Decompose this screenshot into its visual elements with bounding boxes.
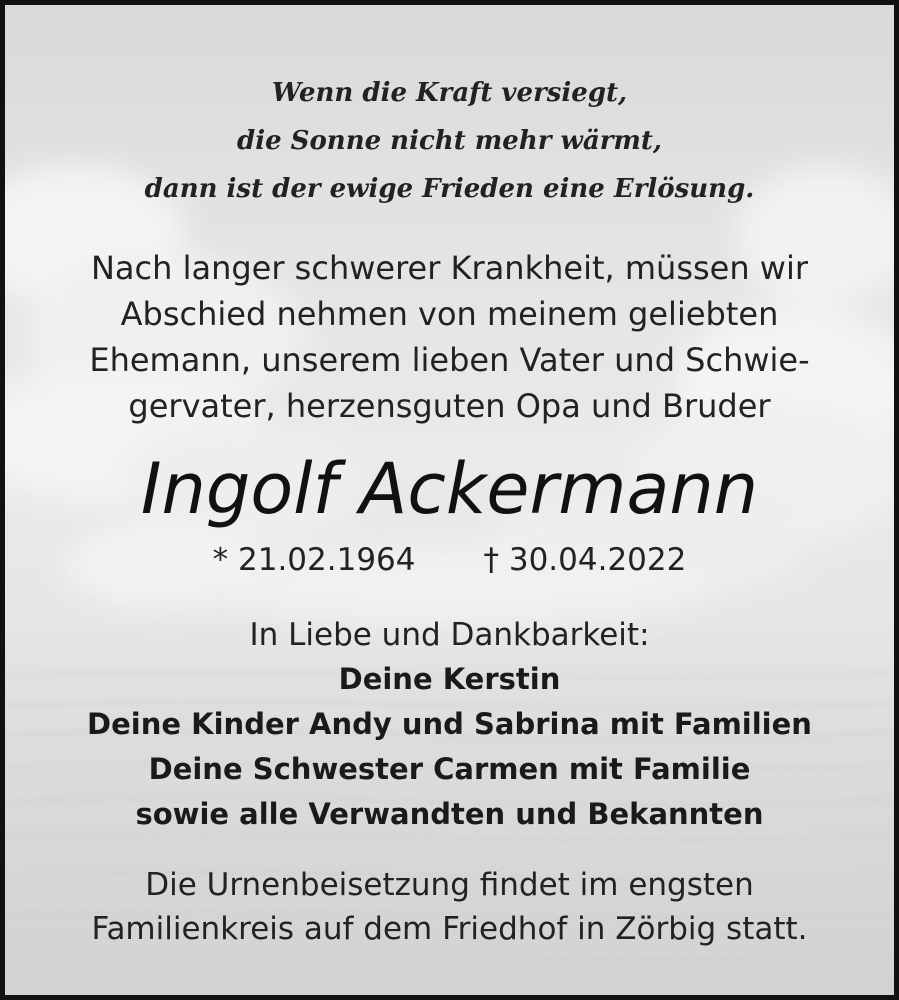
mourners-list <box>5 657 894 837</box>
mourner-line: Deine Kerstin <box>338 662 561 696</box>
burial-info <box>5 863 894 951</box>
intro-text <box>5 245 894 429</box>
intro-line: Ehemann, unserem lieben Vater und Schwie- <box>89 341 810 379</box>
mourner-line: Deine Kinder Andy und Sabrina mit Familien <box>87 707 812 741</box>
burial-line: Die Urnenbeisetzung findet im engsten <box>145 867 754 903</box>
poem-line: die Sonne nicht mehr wärmt, <box>237 126 662 156</box>
deceased-name: Ingolf Ackermann <box>140 448 759 530</box>
poem-line: dann ist der ewige Frieden eine Erlösung. <box>144 174 755 204</box>
birth-date: * 21.02.1964 <box>212 542 416 578</box>
notice-content <box>5 5 894 995</box>
poem-line: Wenn die Kraft versiegt, <box>271 78 628 108</box>
intro-line: Nach langer schwerer Krankheit, müssen wir <box>90 249 809 287</box>
mourner-line: sowie alle Verwandten und Bekannten <box>135 797 764 831</box>
poem-verse <box>5 69 894 213</box>
death-date: † 30.04.2022 <box>483 542 687 578</box>
intro-line: gervater, herzensguten Opa und Bruder <box>128 387 771 425</box>
intro-line: Abschied nehmen von meinem geliebten <box>120 295 779 333</box>
thanks-line: In Liebe und Dankbarkeit: <box>249 617 650 653</box>
burial-line: Familienkreis auf dem Friedhof in Zörbig statt. <box>91 911 808 947</box>
life-dates <box>5 539 894 581</box>
mourner-line: Deine Schwester Carmen mit Familie <box>148 752 751 786</box>
